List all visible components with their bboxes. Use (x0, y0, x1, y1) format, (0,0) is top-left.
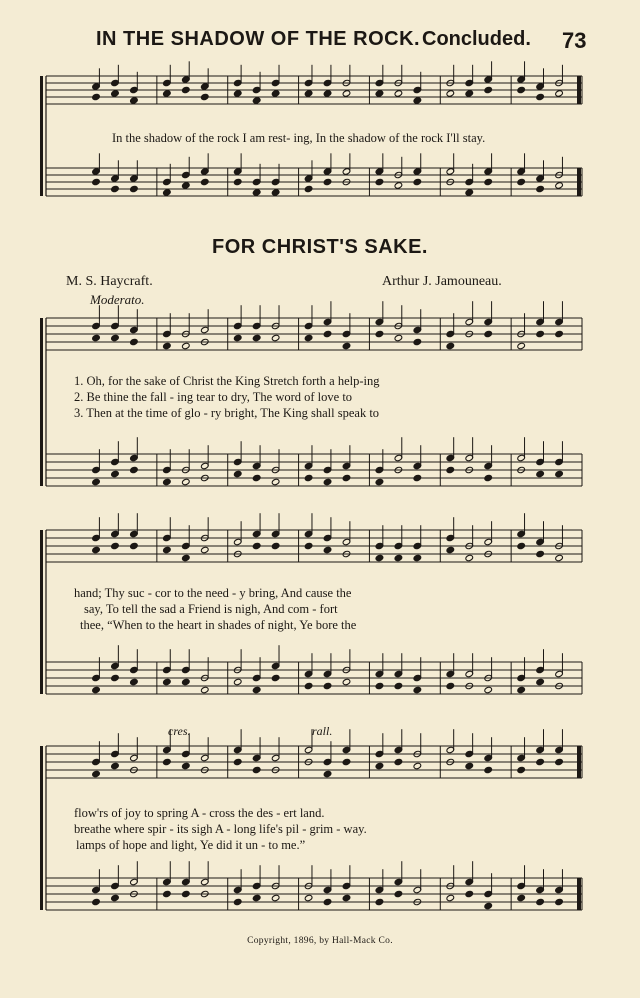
page-number: 73 (562, 28, 587, 53)
note-head (342, 678, 351, 685)
note-head (323, 478, 332, 485)
note-head (163, 478, 172, 485)
page-header-concluded: Concluded. (422, 28, 531, 50)
tempo-marking: Moderato. (90, 292, 145, 307)
note-head (536, 185, 545, 192)
final-bar (577, 76, 581, 104)
note-head (271, 674, 280, 681)
note-head (111, 894, 120, 901)
note-head (252, 686, 261, 693)
note-head (182, 678, 191, 685)
note-head (517, 178, 526, 185)
note-head (92, 178, 101, 185)
verse-line: 1. Oh, for the sake of Christ the King Stretch forth a help-ing (74, 374, 380, 388)
note-head (517, 686, 526, 693)
note-head (413, 554, 422, 561)
note-head (163, 678, 172, 685)
note-head (446, 90, 455, 97)
note-head (304, 474, 313, 481)
note-head (465, 554, 474, 561)
note-head (555, 554, 564, 561)
note-head (304, 894, 313, 901)
note-head (92, 770, 101, 777)
note-head (233, 678, 242, 685)
note-head (182, 890, 191, 897)
note-head (375, 554, 384, 561)
note-head (413, 686, 422, 693)
note-head (271, 894, 280, 901)
note-head (182, 478, 191, 485)
note-head (394, 334, 403, 341)
verse-line: say, To tell the sad a Friend is nigh, And com - fort (84, 602, 338, 616)
note-head (130, 542, 139, 549)
note-head (304, 682, 313, 689)
note-head (111, 542, 120, 549)
note-head (394, 182, 403, 189)
verse-line: 3. Then at the time of glo - ry bright, The King shall speak to (74, 406, 380, 420)
verse-line: flow'rs of joy to spring A - cross the des - ert land. (74, 806, 325, 820)
lyricist-credit: M. S. Haycraft. (66, 274, 153, 289)
note-head (536, 93, 545, 100)
note-head (111, 674, 120, 681)
note-head (375, 178, 384, 185)
note-head (163, 758, 172, 765)
note-head (375, 478, 384, 485)
final-bar (577, 168, 581, 196)
note-head (323, 770, 332, 777)
system-brace (40, 530, 43, 694)
note-head (323, 330, 332, 337)
note-head (342, 758, 351, 765)
note-head (375, 682, 384, 689)
note-head (517, 894, 526, 901)
note-head (130, 466, 139, 473)
note-head (323, 898, 332, 905)
note-head (200, 686, 209, 693)
verse-line: lamps of hope and light, Ye did it un - to me.” (76, 838, 306, 852)
note-head (536, 330, 545, 337)
note-head (92, 478, 101, 485)
note-head (484, 86, 493, 93)
note-head (163, 546, 172, 553)
note-head (342, 894, 351, 901)
note-head (233, 758, 242, 765)
note-head (375, 90, 384, 97)
note-head (394, 890, 403, 897)
note-head (252, 97, 261, 104)
note-head (323, 682, 332, 689)
note-head (413, 178, 422, 185)
note-head (304, 542, 313, 549)
note-head (375, 330, 384, 337)
note-head (342, 342, 351, 349)
note-head (446, 342, 455, 349)
prev-hymn-lyric: In the shadow of the rock I am rest- ing, In the shadow of the rock I'll stay. (112, 131, 486, 145)
note-head (413, 338, 422, 345)
verse-line: thee, “When to the heart in shades of night, Ye bore the (80, 618, 357, 632)
verse-line: hand; Thy suc - cor to the need - y bring, And cause the (74, 586, 352, 600)
dynamic-cres: cres. (168, 724, 191, 738)
note-head (536, 470, 545, 477)
note-head (163, 890, 172, 897)
note-head (342, 474, 351, 481)
note-head (111, 470, 120, 477)
note-head (394, 554, 403, 561)
note-head (413, 474, 422, 481)
note-head (304, 185, 313, 192)
note-head (375, 898, 384, 905)
note-head (446, 546, 455, 553)
note-head (252, 894, 261, 901)
note-head (182, 182, 191, 189)
note-head (182, 554, 191, 561)
note-head (271, 90, 280, 97)
note-head (111, 762, 120, 769)
note-head (163, 342, 172, 349)
note-head (304, 334, 313, 341)
note-head (446, 894, 455, 901)
note-head (130, 338, 139, 345)
note-head (342, 90, 351, 97)
note-head (271, 334, 280, 341)
note-head (304, 90, 313, 97)
note-head (182, 762, 191, 769)
note-head (484, 766, 493, 773)
note-head (536, 550, 545, 557)
note-head (536, 898, 545, 905)
note-head (484, 902, 493, 909)
note-head (182, 86, 191, 93)
note-head (252, 766, 261, 773)
note-head (394, 90, 403, 97)
verse-line: breathe where spir - its sigh A - long life's pil - grim - way. (74, 822, 367, 836)
note-head (111, 334, 120, 341)
note-head (555, 90, 564, 97)
note-head (484, 686, 493, 693)
note-head (536, 758, 545, 765)
copyright-notice: Copyright, 1896, by Hall-Mack Co. (247, 936, 393, 946)
note-head (130, 97, 139, 104)
note-head (200, 93, 209, 100)
note-head (271, 478, 280, 485)
note-head (111, 90, 120, 97)
note-head (252, 334, 261, 341)
note-head (555, 182, 564, 189)
note-head (465, 90, 474, 97)
note-head (446, 466, 455, 473)
note-head (252, 542, 261, 549)
note-head (233, 898, 242, 905)
note-head (484, 178, 493, 185)
note-head (130, 678, 139, 685)
note-head (517, 342, 526, 349)
note-head (517, 766, 526, 773)
note-head (323, 546, 332, 553)
note-head (465, 890, 474, 897)
verse-line: 2. Be thine the fall - ing tear to dry, The word of love to (74, 390, 353, 404)
composer-credit: Arthur J. Jamouneau. (382, 274, 502, 289)
note-head (555, 330, 564, 337)
note-head (130, 185, 139, 192)
note-head (92, 334, 101, 341)
final-bar (577, 878, 581, 910)
note-head (484, 474, 493, 481)
note-head (394, 758, 403, 765)
system-brace (40, 746, 43, 910)
note-head (323, 178, 332, 185)
final-bar (577, 746, 581, 778)
dynamic-rall: rall. (312, 724, 333, 738)
note-head (252, 474, 261, 481)
page-header-title: IN THE SHADOW OF THE ROCK. (96, 28, 421, 50)
note-head (375, 762, 384, 769)
note-head (92, 898, 101, 905)
note-head (446, 682, 455, 689)
note-head (413, 762, 422, 769)
note-head (517, 86, 526, 93)
note-head (465, 189, 474, 196)
note-head (271, 542, 280, 549)
note-head (555, 470, 564, 477)
note-head (394, 682, 403, 689)
note-head (92, 93, 101, 100)
note-head (233, 334, 242, 341)
note-head (163, 90, 172, 97)
note-head (182, 342, 191, 349)
system-brace (40, 76, 43, 196)
note-head (111, 185, 120, 192)
note-head (163, 189, 172, 196)
note-head (252, 189, 261, 196)
note-head (555, 898, 564, 905)
note-head (200, 178, 209, 185)
note-head (413, 97, 422, 104)
note-head (323, 90, 332, 97)
note-head (484, 330, 493, 337)
note-head (233, 470, 242, 477)
note-head (271, 189, 280, 196)
note-head (233, 90, 242, 97)
note-head (92, 546, 101, 553)
note-head (555, 758, 564, 765)
note-head (200, 546, 209, 553)
note-head (92, 686, 101, 693)
hymn-title: FOR CHRIST'S SAKE. (212, 236, 428, 258)
note-head (517, 542, 526, 549)
note-head (536, 678, 545, 685)
note-head (233, 178, 242, 185)
note-head (465, 762, 474, 769)
system-brace (40, 318, 43, 486)
